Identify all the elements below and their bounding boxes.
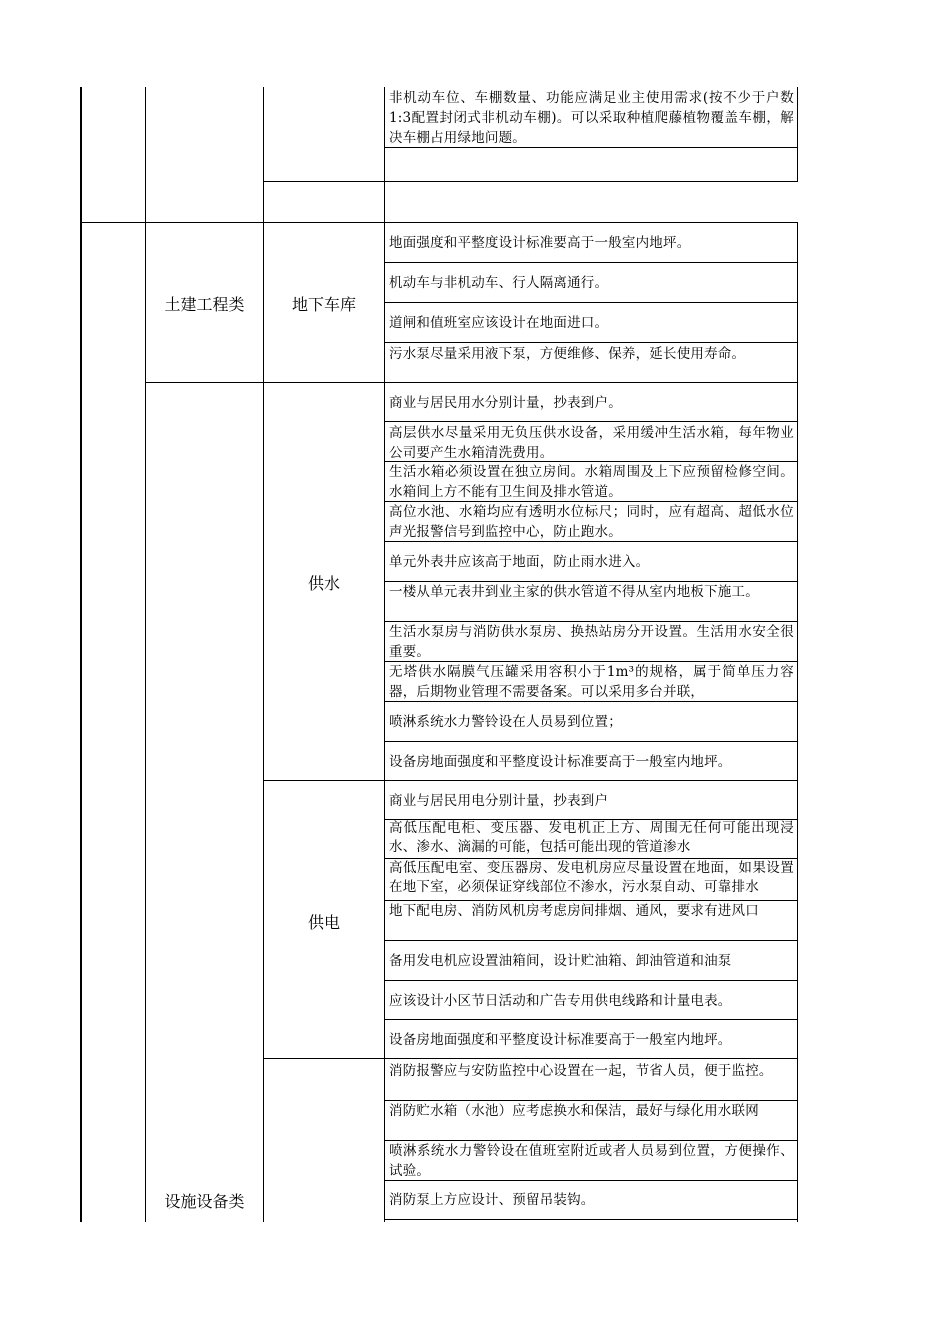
grid-line-h-power-top <box>263 780 798 781</box>
table-cell: 应该设计小区节日活动和广告专用供电线路和计量电表。 <box>389 993 732 1009</box>
grid-line-h-civil-top <box>80 222 798 223</box>
grid-line-h <box>385 1180 798 1181</box>
table-cell: 商业与居民用电分别计量，抄表到户 <box>389 793 609 809</box>
grid-line-h <box>385 701 798 702</box>
table-cell: 消防报警应与安防监控中心设置在一起，节省人员，便于监控。 <box>389 1063 773 1079</box>
table-cell: 单元外表井应该高于地面，防止雨水进入。 <box>389 554 650 570</box>
table-cell: 设备房地面强度和平整度设计标准要高于一般室内地坪。 <box>389 1032 732 1048</box>
grid-line-v-2 <box>145 87 146 1222</box>
table-cell: 高层供水尽量采用无负压供水设备，采用缓冲生活水箱，每年物业公司要产生水箱清洗费用。 <box>389 425 794 461</box>
table-cell <box>385 182 797 222</box>
table-cell: 消防贮水箱（水池）应考虑换水和保洁，最好与绿化用水联网 <box>389 1103 759 1119</box>
table-cell: 生活水箱必须设置在独立房间。水箱周围及上下应预留检修空间。水箱间上方不能有卫生间及排水管道。 <box>389 464 794 500</box>
grid-line-v-1 <box>80 87 82 1222</box>
table-cell: 设备房地面强度和平整度设计标准要高于一般室内地坪。 <box>389 754 732 770</box>
grid-line-h <box>385 980 798 981</box>
grid-line-h <box>385 262 798 263</box>
grid-line-h <box>385 541 798 542</box>
grid-line-h-facilities-top <box>145 382 798 383</box>
subcategory-label: 供电 <box>307 913 340 932</box>
table-cell: 非机动车位、车棚数量、功能应满足业主使用需求(按不少于户数1:3配置封闭式非机动车棚)。可以采取种植爬藤植物覆盖车棚，解决车棚占用绿地问题。 <box>389 90 794 146</box>
grid-line-h <box>385 1219 798 1220</box>
table-cell: 高低压配电室、变压器房、发电机房应尽量设置在地面，如果设置在地下室，必须保证穿线部位不渗水，污水泵自动、可靠排水 <box>389 860 794 895</box>
table-cell: 消防泵上方应设计、预留吊装钩。 <box>389 1192 595 1208</box>
grid-line-h <box>385 741 798 742</box>
subcategory-label: 供水 <box>307 574 340 593</box>
grid-line-h <box>385 302 798 303</box>
table-cell: 一楼从单元表井到业主家的供水管道不得从室内地板下施工。 <box>389 584 759 600</box>
table-cell: 机动车与非机动车、行人隔离通行。 <box>389 275 609 291</box>
table-cell <box>385 148 797 181</box>
table-cell: 商业与居民用水分别计量，抄表到户。 <box>389 395 622 411</box>
table-cell: 喷淋系统水力警铃设在值班室附近或者人员易到位置，方便操作、试验。 <box>389 1143 794 1179</box>
table-cell: 道闸和值班室应该设计在地面进口。 <box>389 315 609 331</box>
table-cell: 备用发电机应设置油箱间，设计贮油箱、卸油管道和油泵 <box>389 953 732 969</box>
subcategory-label: 地下车库 <box>291 295 356 314</box>
table-cell: 污水泵尽量采用液下泵，方便维修、保养，延长使用寿命。 <box>389 346 746 362</box>
table-cell: 高位水池、水箱均应有透明水位标尺；同时，应有超高、超低水位声光报警信号到监控中心，防止跑水。 <box>389 504 794 540</box>
table-cell: 喷淋系统水力警铃设在人员易到位置； <box>389 714 622 730</box>
grid-line-v-3 <box>263 87 264 1222</box>
grid-line-h <box>385 1019 798 1020</box>
grid-line-h <box>385 940 798 941</box>
grid-line-v-5 <box>797 87 798 182</box>
category-label: 土建工程类 <box>164 295 245 314</box>
table-cell: 地面强度和平整度设计标准要高于一般室内地坪。 <box>389 235 691 251</box>
category-label: 设施设备类 <box>164 1192 245 1211</box>
table-cell: 无塔供水隔膜气压罐采用容积小于1m³的规格，属于简单压力容器，后期物业管理不需要备案。可以采用多台并联， <box>389 664 794 700</box>
table-cell: 高低压配电柜、变压器、发电机正上方、周围无任何可能出现浸水、渗水、滴漏的可能，包括可能出现的管道渗水 <box>389 820 794 855</box>
table-cell: 生活水泵房与消防供水泵房、换热站房分开设置。生活用水安全很重要。 <box>389 624 794 660</box>
grid-line-v-6 <box>797 223 798 1222</box>
grid-line-h-fire-top <box>263 1058 798 1059</box>
table-cell: 地下配电房、消防风机房考虑房间排烟、通风，要求有进风口 <box>389 903 759 919</box>
